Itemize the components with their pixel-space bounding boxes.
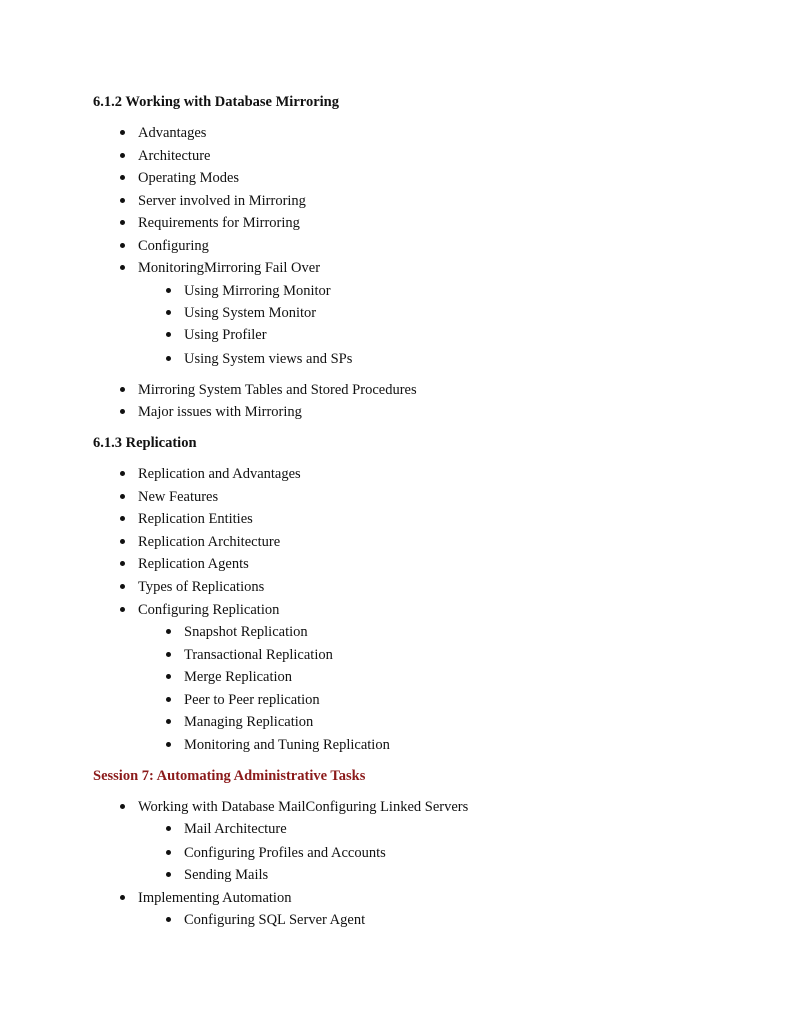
list-item: Operating Modes: [138, 170, 240, 186]
list-item: Configuring: [138, 238, 209, 254]
bullet-icon: [166, 674, 171, 679]
bullet-icon: [120, 409, 125, 414]
bullet-icon: [166, 629, 171, 634]
bullet-icon: [166, 850, 171, 855]
list-item: MonitoringMirroring Fail Over: [138, 260, 321, 276]
bullet-icon: [166, 872, 171, 877]
bullet-icon: [120, 607, 125, 612]
bullet-icon: [120, 561, 125, 566]
list-item: Configuring Replication: [138, 602, 280, 618]
bullet-icon: [120, 265, 125, 270]
list-item: Architecture: [138, 148, 211, 164]
list-item: Types of Replications: [138, 579, 265, 595]
bullet-icon: [166, 332, 171, 337]
bullet-icon: [166, 826, 171, 831]
list-item: Requirements for Mirroring: [138, 215, 300, 231]
bullet-icon: [120, 516, 125, 521]
section-heading-session-7: Session 7: Automating Administrative Tasks: [93, 768, 366, 784]
section-heading-mirroring: 6.1.2 Working with Database Mirroring: [93, 94, 339, 110]
list-item: Replication Entities: [138, 511, 253, 527]
list-item: Advantages: [138, 125, 207, 141]
list-item: Configuring SQL Server Agent: [184, 912, 366, 928]
bullet-icon: [120, 471, 125, 476]
bullet-icon: [120, 895, 125, 900]
list-item: Using System Monitor: [184, 305, 317, 321]
bullet-icon: [120, 243, 125, 248]
list-item: Mirroring System Tables and Stored Procedures: [138, 382, 417, 398]
bullet-icon: [166, 917, 171, 922]
bullet-icon: [166, 310, 171, 315]
list-item: Replication and Advantages: [138, 466, 301, 482]
bullet-icon: [120, 130, 125, 135]
list-item: New Features: [138, 489, 219, 505]
bullet-icon: [120, 387, 125, 392]
list-item: Transactional Replication: [184, 647, 333, 663]
list-item: Mail Architecture: [184, 821, 287, 837]
bullet-icon: [166, 288, 171, 293]
list-item: Snapshot Replication: [184, 624, 308, 640]
bullet-icon: [166, 719, 171, 724]
list-item: Configuring Profiles and Accounts: [184, 845, 386, 861]
bullet-icon: [120, 584, 125, 589]
section-heading-replication: 6.1.3 Replication: [93, 435, 197, 451]
list-item: Working with Database MailConfiguring Linked Servers: [138, 799, 469, 815]
list-item: Using Profiler: [184, 327, 267, 343]
bullet-icon: [120, 175, 125, 180]
bullet-icon: [120, 494, 125, 499]
list-item: Replication Architecture: [138, 534, 281, 550]
bullet-icon: [120, 198, 125, 203]
list-item: Merge Replication: [184, 669, 293, 685]
list-item: Implementing Automation: [138, 890, 292, 906]
bullet-icon: [166, 697, 171, 702]
list-item: Managing Replication: [184, 714, 314, 730]
list-item: Major issues with Mirroring: [138, 404, 302, 420]
list-item: Using System views and SPs: [184, 351, 353, 367]
bullet-icon: [120, 153, 125, 158]
list-item: Sending Mails: [184, 867, 269, 883]
list-item: Using Mirroring Monitor: [184, 283, 331, 299]
bullet-icon: [166, 742, 171, 747]
bullet-icon: [120, 539, 125, 544]
bullet-icon: [166, 356, 171, 361]
list-item: Replication Agents: [138, 556, 249, 572]
list-item: Monitoring and Tuning Replication: [184, 737, 390, 753]
bullet-icon: [120, 220, 125, 225]
list-item: Server involved in Mirroring: [138, 193, 306, 209]
list-item: Peer to Peer replication: [184, 692, 320, 708]
bullet-icon: [120, 804, 125, 809]
bullet-icon: [166, 652, 171, 657]
